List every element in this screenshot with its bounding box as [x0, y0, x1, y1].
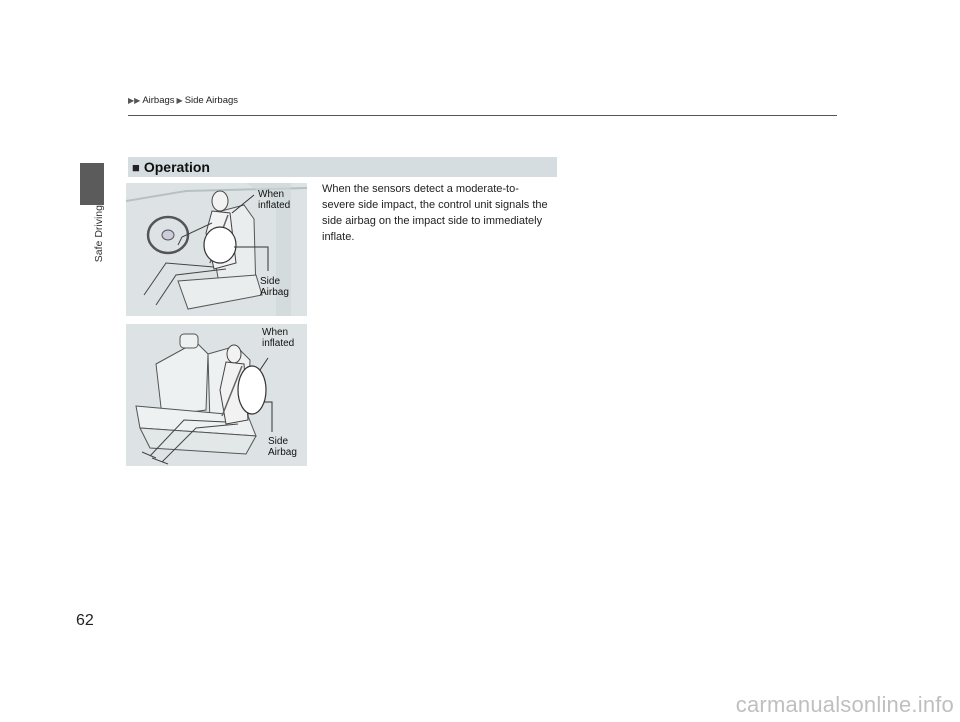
breadcrumb-arrow-icon: ▶ [176, 96, 183, 105]
breadcrumb [128, 95, 238, 106]
callout-side-airbag-front [260, 276, 289, 298]
chapter-tab-marker [80, 163, 104, 205]
callout-line: Side [268, 436, 289, 447]
paragraph-line: severe side impact, the control unit signals the [322, 199, 548, 211]
callout-line: Side [260, 276, 281, 287]
chapter-tab-label [86, 205, 105, 285]
breadcrumb-arrow-icon: ▶▶ [128, 96, 141, 105]
callout-line: Airbag [268, 447, 297, 458]
callout-when-inflated-rear [262, 327, 294, 349]
callout-line: When [262, 327, 289, 338]
paragraph-line: side airbag on the impact side to immediately [322, 215, 543, 227]
callout-when-inflated-front [258, 189, 290, 211]
section-header [128, 157, 557, 177]
paragraph-line: When the sensors detect a moderate-to- [322, 183, 519, 195]
callout-line: Airbag [260, 287, 289, 298]
watermark-text: carmanualsonline.info [735, 692, 954, 717]
breadcrumb-item-airbags[interactable]: Airbags [142, 95, 175, 106]
header-rule [128, 115, 837, 116]
chapter-label-text: Safe Driving [93, 205, 105, 263]
callout-line: inflated [258, 200, 291, 211]
operation-paragraph [322, 181, 560, 245]
page-number: 62 [76, 612, 94, 629]
square-bullet-icon: ■ [132, 159, 140, 175]
breadcrumb-item-side-airbags[interactable]: Side Airbags [184, 95, 239, 106]
callout-line: When [258, 189, 285, 200]
callout-side-airbag-rear [268, 436, 297, 458]
paragraph-line: inflate. [322, 231, 355, 243]
callout-line: inflated [262, 338, 295, 349]
section-title: Operation [143, 159, 210, 175]
